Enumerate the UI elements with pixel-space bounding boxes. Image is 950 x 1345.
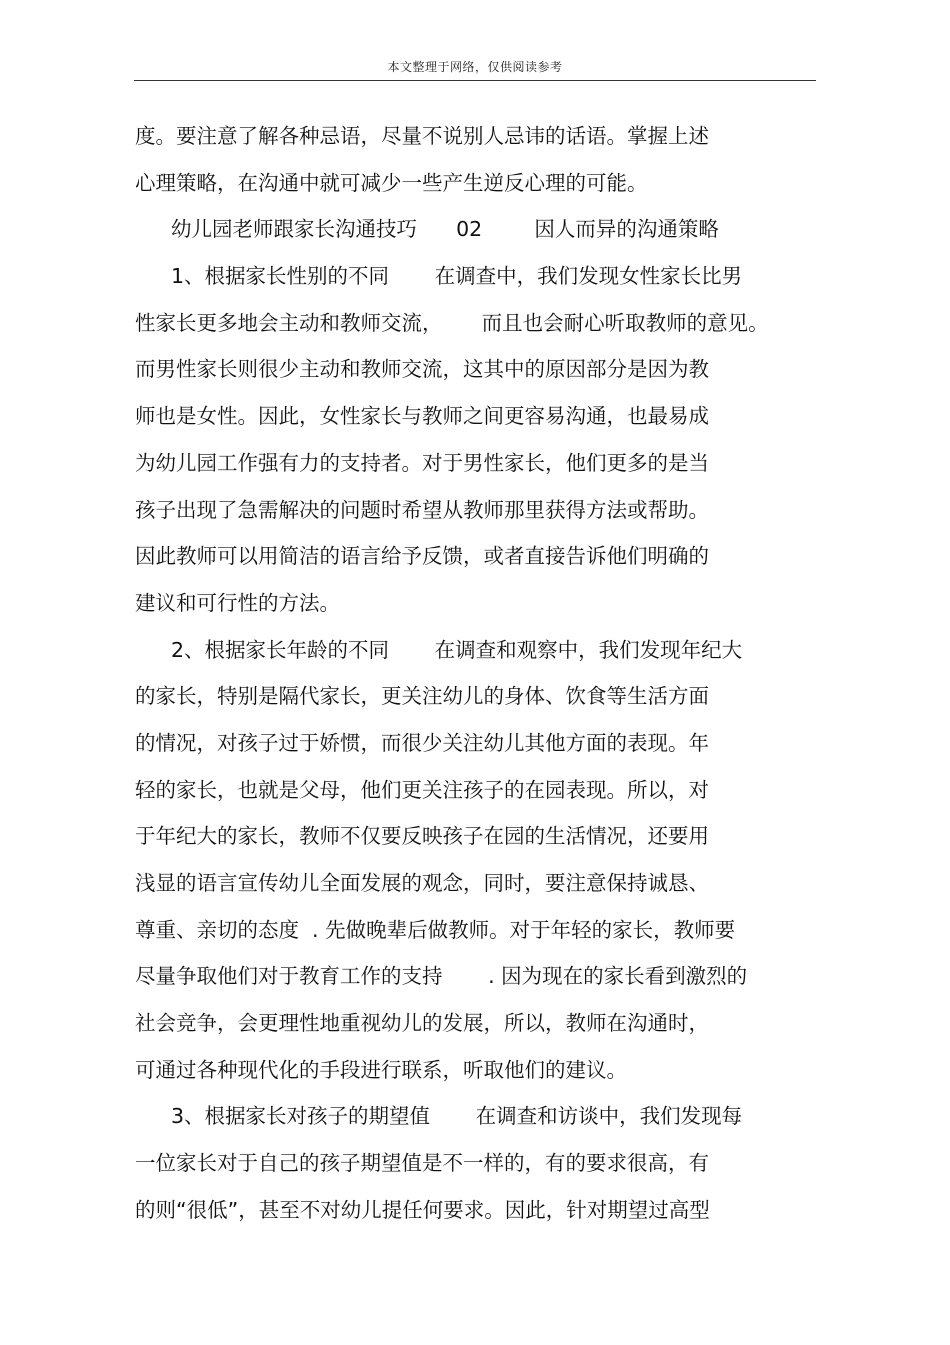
text-line: 孩子出现了急需解决的问题时希望从教师那里获得方法或帮助。 — [135, 497, 709, 522]
text-line: 于年纪大的家长，教师不仅要反映孩子在园的生活情况，还要用 — [135, 824, 709, 849]
text-line: 一位家长对于自己的孩子期望值是不一样的，有的要求很高，有 — [135, 1151, 709, 1176]
text-line: 的家长，特别是隔代家长，更关注幼儿的身体、饮食等生活方面 — [135, 684, 709, 709]
text-line: 浅显的语言宣传幼儿全面发展的观念，同时，要注意保持诚恳、 — [135, 871, 709, 895]
text-line: 度。要注意了解各种忌语，尽量不说别人忌讳的话语。掌握上述 — [135, 124, 709, 148]
text-line: 尊重、亲切的态度 . 先做晚辈后做教师。对于年轻的家长，教师要 — [135, 917, 736, 942]
text-line: 尽量争取他们对于教育工作的支持 . 因为现在的家长看到激烈的 — [135, 964, 748, 989]
page-header: 本文整理于网络，仅供阅读参考 — [387, 60, 563, 74]
text-line: 可通过各种现代化的手段进行联系，听取他们的建议。 — [135, 1057, 627, 1082]
header-divider — [134, 80, 816, 81]
text-line: 因此教师可以用简洁的语言给予反馈，或者直接告诉他们明确的 — [135, 544, 709, 569]
text-line: 的则“很低”，甚至不对幼儿提任何要求。因此，针对期望过高型 — [135, 1197, 710, 1222]
text-line: 社会竞争，会更理性地重视幼儿的发展，所以，教师在沟通时， — [135, 1011, 709, 1036]
text-line: 性家长更多地会主动和教师交流， 而且也会耐心听取教师的意见。 — [135, 310, 769, 335]
text-line: 而男性家长则很少主动和教师交流，这其中的原因部分是因为教 — [135, 357, 709, 382]
text-line: 师也是女性。因此，女性家长与教师之间更容易沟通，也最易成 — [135, 404, 709, 429]
document-body — [135, 113, 825, 1234]
text-line: 轻的家长，也就是父母，他们更关注孩子的在园表现。所以，对 — [135, 777, 709, 802]
text-line: 建议和可行性的方法。 — [135, 590, 340, 615]
text-line: 幼儿园老师跟家长沟通技巧 02 因人而异的沟通策略 — [171, 217, 719, 242]
text-line: 为幼儿园工作强有力的支持者。对于男性家长，他们更多的是当 — [135, 450, 709, 475]
text-line: 心理策略，在沟通中就可减少一些产生逆反心理的可能。 — [135, 170, 648, 195]
text-line: 3、根据家长对孩子的期望值 在调查和访谈中，我们发现每 — [171, 1104, 743, 1129]
text-line: 1、根据家长性别的不同 在调查中，我们发现女性家长比男 — [171, 264, 743, 289]
text-line: 的情况，对孩子过于娇惯，而很少关注幼儿其他方面的表现。年 — [135, 730, 709, 755]
text-line: 2、根据家长年龄的不同 在调查和观察中，我们发现年纪大 — [171, 637, 743, 662]
